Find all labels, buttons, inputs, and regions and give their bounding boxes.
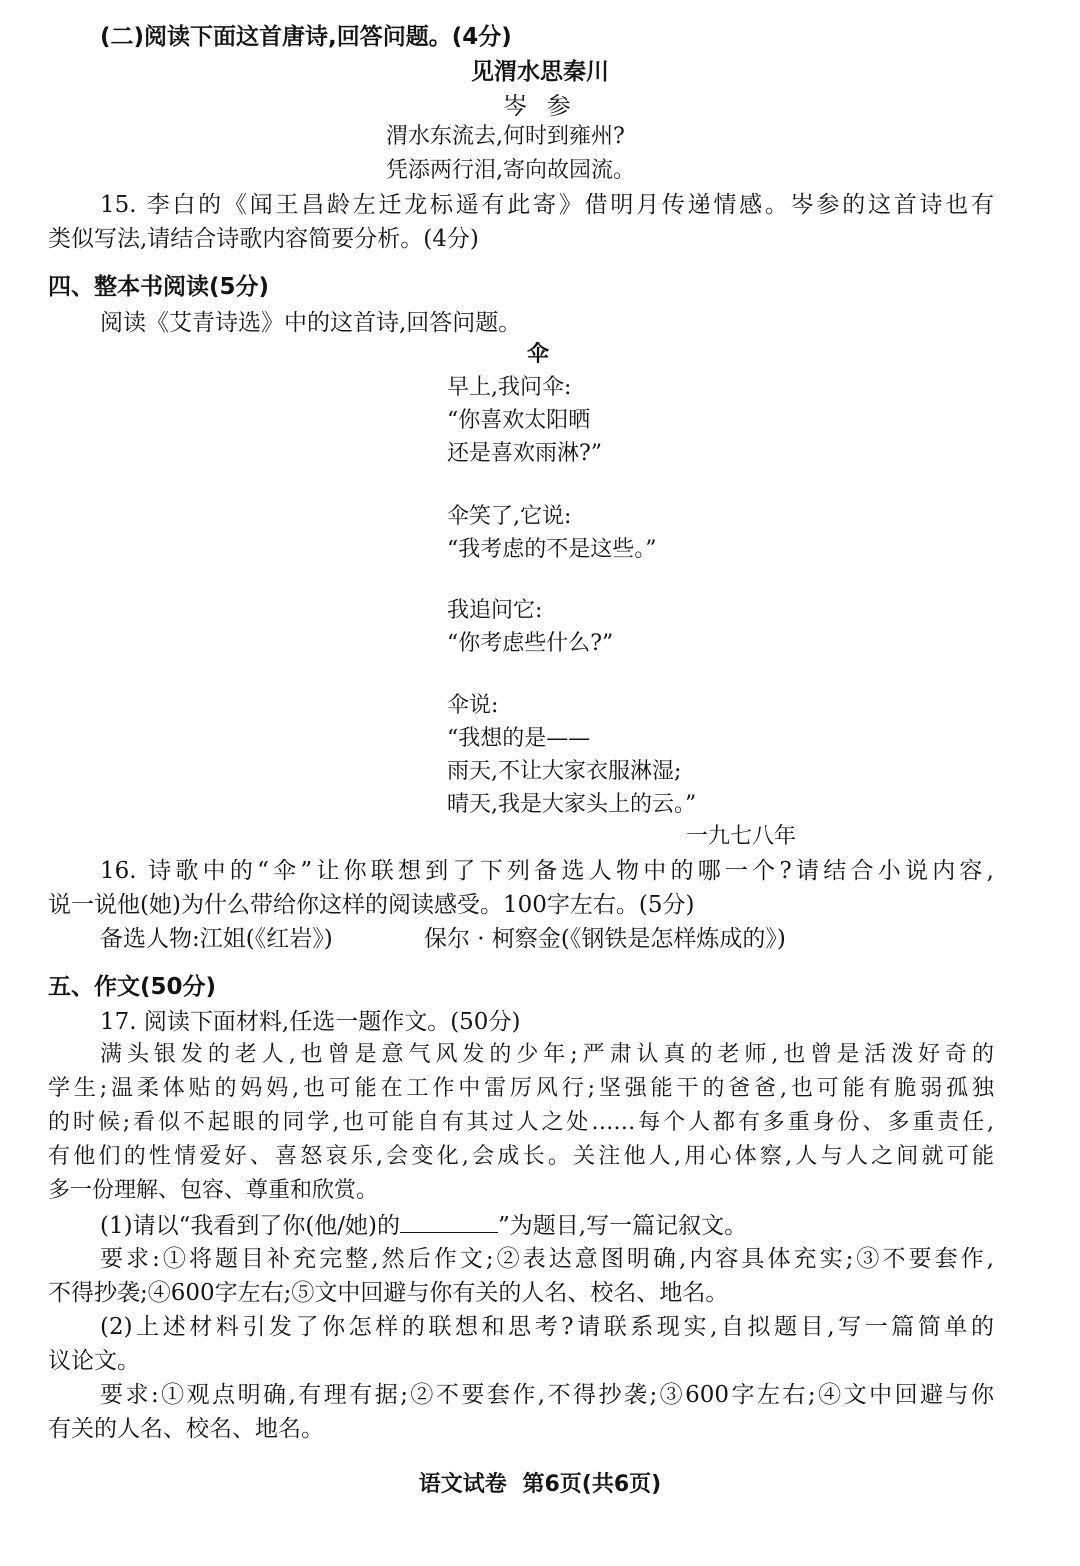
section-4-intro: 阅读《艾青诗选》中的这首诗,回答问题。	[100, 310, 522, 336]
umbrella-stanza-4-line-1: 伞说:	[447, 693, 499, 718]
tang-poem-line-1: 渭水东流去,何时到雍州?	[386, 124, 625, 149]
section-5-heading: 五、作文(50分)	[48, 974, 217, 1000]
umbrella-poem-date: 一九七八年	[686, 824, 797, 849]
option-2-requirements-line-1: 要求:①观点明确,有理有据;②不要套作,不得抄袭;③600字左右;④文中回避与你	[100, 1382, 994, 1408]
section-4-heading: 四、整本书阅读(5分)	[48, 274, 270, 300]
umbrella-stanza-3-line-1: 我追问它:	[447, 598, 543, 623]
candidate-jiang-jie: 备选人物:江姐(《红岩》)	[100, 926, 333, 952]
material-line-1: 满头银发的老人,也曾是意气风发的少年;严肃认真的老师,也曾是活泼好奇的	[100, 1042, 994, 1067]
candidate-pavel: 保尔 · 柯察金(《钢铁是怎样炼成的》)	[424, 926, 786, 952]
question-17: 17. 阅读下面材料,任选一题作文。(50分)	[100, 1009, 521, 1035]
question-16-line-2: 说一说他(她)为什么带给你这样的阅读感受。100字左右。(5分)	[48, 892, 695, 918]
option-2-prompt-line-2: 议论文。	[48, 1348, 140, 1374]
title-blank	[400, 1214, 498, 1233]
umbrella-stanza-2-line-2: “我考虑的不是这些。”	[447, 537, 657, 562]
option-1-requirements-line-1: 要求:①将题目补充完整,然后作文;②表达意图明确,内容具体充实;③不要套作,	[100, 1246, 994, 1272]
tang-poem-author: 岑 参	[503, 92, 577, 120]
umbrella-poem-title: 伞	[526, 342, 549, 367]
umbrella-stanza-4-line-2: “我想的是——	[447, 726, 591, 751]
option-1-prompt	[100, 1214, 747, 1238]
umbrella-stanza-4-line-4: 晴天,我是大家头上的云。”	[447, 792, 697, 817]
material-line-5: 多一份理解、包容、尊重和欣赏。	[48, 1178, 379, 1203]
umbrella-stanza-2-line-1: 伞笑了,它说:	[447, 504, 572, 529]
tang-poem-line-2: 凭添两行泪,寄向故园流。	[386, 158, 635, 183]
material-line-4: 有他们的性情爱好、喜怒哀乐,会变化,会成长。关注他人,用心体察,人与人之间就可能	[48, 1144, 994, 1169]
umbrella-stanza-3-line-2: “你考虑些什么?”	[447, 631, 614, 656]
page-footer: 语文试卷 第6页(共6页)	[418, 1472, 662, 1497]
option-1-prompt-before: (1)请以“我看到了你(他/她)的	[100, 1213, 401, 1239]
option-2-prompt-line-1: (2)上述材料引发了你怎样的联想和思考?请联系现实,自拟题目,写一篇简单的	[100, 1314, 994, 1340]
material-line-3: 的时候;看似不起眼的同学,也可能自有其过人之处……每个人都有多重身份、多重责任,	[48, 1110, 994, 1135]
umbrella-stanza-4-line-3: 雨天,不让大家衣服淋湿;	[447, 759, 682, 784]
tang-poem-title: 见渭水思秦川	[471, 59, 609, 85]
question-16-line-1: 16. 诗歌中的“伞”让你联想到了下列备选人物中的哪一个?请结合小说内容,	[100, 858, 994, 884]
material-line-2: 学生;温柔体贴的妈妈,也可能在工作中雷厉风行;坚强能干的爸爸,也可能有脆弱孤独	[48, 1076, 994, 1101]
umbrella-stanza-1-line-1: 早上,我问伞:	[447, 375, 572, 400]
option-1-prompt-after: ”为题目,写一篇记叙文。	[498, 1213, 748, 1239]
option-1-requirements-line-2: 不得抄袭;④600字左右;⑤文中回避与你有关的人名、校名、地名。	[48, 1280, 729, 1306]
section-2-heading: (二)阅读下面这首唐诗,回答问题。(4分)	[100, 24, 512, 50]
question-15-line-1: 15. 李白的《闻王昌龄左迁龙标遥有此寄》借明月传递情感。岑参的这首诗也有	[100, 192, 994, 218]
question-15-line-2: 类似写法,请结合诗歌内容简要分析。(4分)	[48, 226, 479, 252]
umbrella-stanza-1-line-3: 还是喜欢雨淋?”	[447, 441, 603, 466]
umbrella-stanza-1-line-2: “你喜欢太阳晒	[447, 408, 591, 433]
option-2-requirements-line-2: 有关的人名、校名、地名。	[48, 1416, 324, 1442]
